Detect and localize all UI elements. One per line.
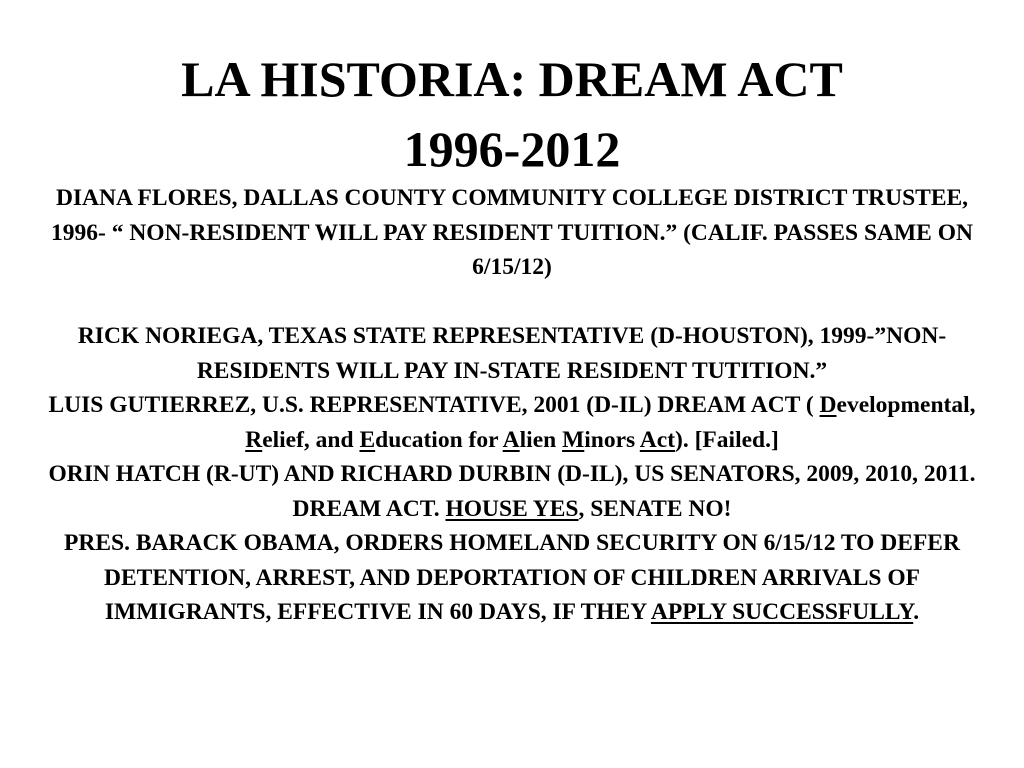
paragraph-obama: [40, 526, 984, 630]
paragraph-luis-gutierrez: [40, 388, 984, 457]
gutierrez-text-end: ). [Failed.]: [675, 426, 779, 453]
hatch-durbin-text-end: , SENATE NO!: [578, 495, 732, 522]
gutierrez-text-start: LUIS GUTIERREZ, U.S. REPRESENTATIVE, 2001 (D-IL) DREAM ACT (: [48, 392, 820, 418]
acronym-letter-r: R: [245, 426, 263, 453]
apply-successfully-underlined: APPLY SUCCESSFULLY: [650, 599, 914, 625]
acronym-word-relief: elief, and: [262, 426, 360, 453]
acronym-word-minors: inors: [584, 426, 640, 453]
acronym-letter-e: E: [359, 426, 376, 453]
slide-title-line-2: 1996-2012: [403, 121, 621, 177]
acronym-word-alien: lien: [519, 426, 563, 453]
acronym-word-act: Act: [639, 426, 676, 453]
acronym-letter-d: D: [819, 392, 837, 418]
slide-title-line-1: LA HISTORIA: DREAM ACT: [181, 51, 843, 107]
obama-text-end: .: [913, 599, 920, 625]
acronym-letter-m: M: [562, 426, 585, 453]
house-yes-underlined: HOUSE YES: [445, 495, 579, 522]
paragraph-hatch-durbin: [40, 457, 984, 526]
acronym-word-education: ducation for: [375, 426, 503, 453]
acronym-letter-a: A: [502, 426, 520, 453]
paragraph-rick-noriega: RICK NORIEGA, TEXAS STATE REPRESENTATIVE (D-HOUSTON), 1999-”NON-RESIDENTS WILL PAY IN-STATE RESIDENT TUTITION.”: [77, 323, 947, 384]
hatch-durbin-text-start: ORIN HATCH (R-UT) AND RICHARD DURBIN (D-IL), US SENATORS, 2009, 2010, 2011. DREAM ACT.: [48, 461, 976, 522]
paragraph-spacer: [40, 285, 984, 320]
paragraph-diana-flores: DIANA FLORES, DALLAS COUNTY COMMUNITY COLLEGE DISTRICT TRUSTEE, 1996- “ NON-RESIDENT WILL PAY RESIDENT TUITION.” (CALIF. PASSES SAME ON 6/15/12): [51, 185, 973, 280]
obama-text-start: PRES. BARACK OBAMA, ORDERS HOMELAND SECURITY ON 6/15/12 TO DEFER DETENTION, ARREST, AND DEPORTATION OF CHILDREN ARRIVALS OF IMMIGRANTS, EFFECTIVE IN 60 DAYS, IF THEY: [64, 530, 960, 625]
acronym-word-developmental: evelopmental,: [836, 392, 976, 418]
slide-body: [40, 181, 984, 630]
